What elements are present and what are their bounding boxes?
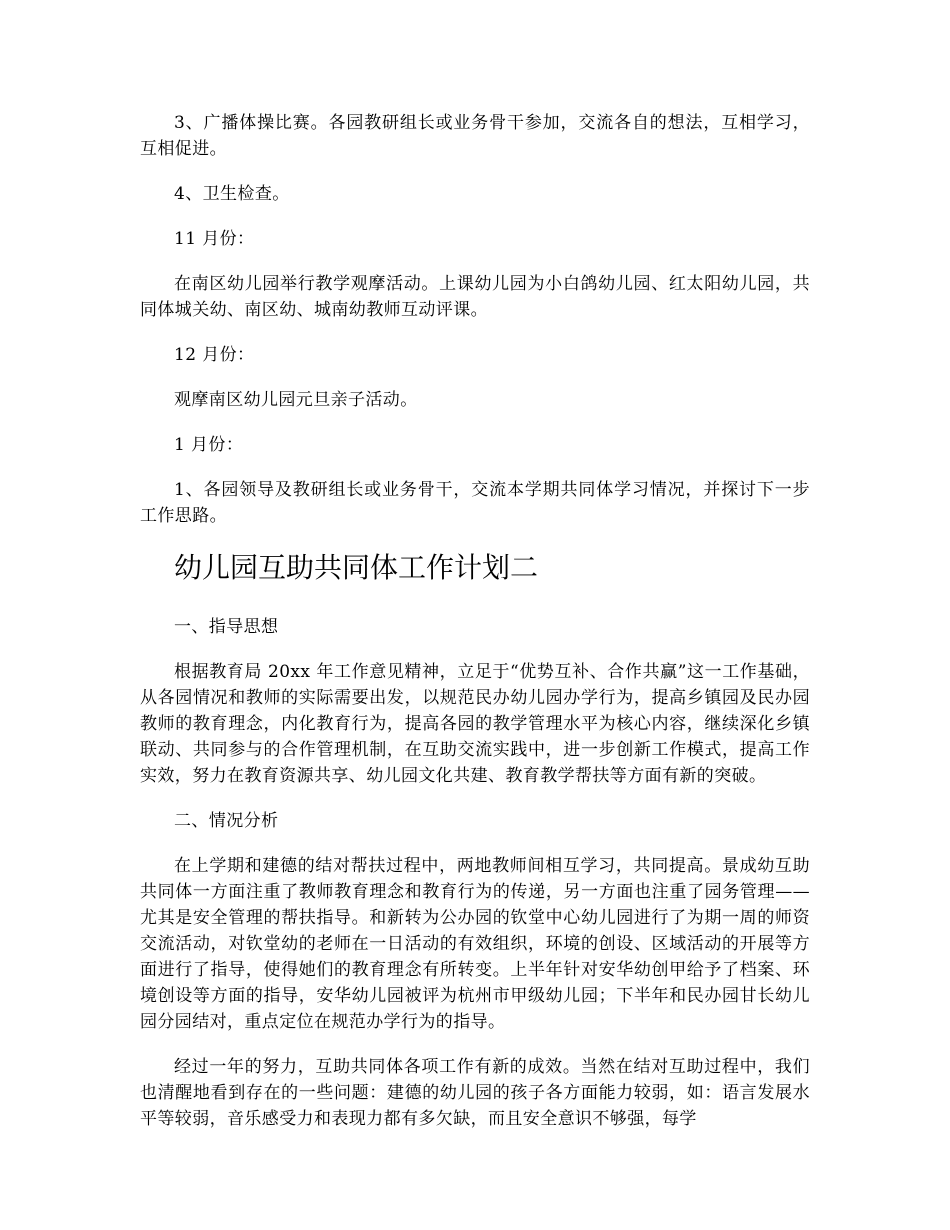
paragraph-guiding-ideology: 根据教育局 20xx 年工作意见精神，立足于“优势互补、合作共赢”这一工作基础，从各园情况和教师的实际需要出发，以规范民办幼儿园办学行为，提高乡镇园及民办园教师的教育理念，内化教育行为，提高各园的教学管理水平为核心内容，继续深化乡镇联动、共同参与的合作管理机制，在互助交流实践中，进一步创新工作模式，提高工作实效，努力在教育资源共享、幼儿园文化共建、教育教学帮扶等方面有新的突破。 (140, 662, 810, 786)
paragraph-hygiene-check: 4、卫生检查。 (174, 184, 290, 204)
paragraph-situation-analysis: 在上学期和建德的结对帮扶过程中，两地教师间相互学习，共同提高。景成幼互助共同体一方面注重了教师教育理念和教育行为的传递，另一方面也注重了园务管理——尤其是安全管理的帮扶指导。和新转为公办园的钦堂中心幼儿园进行了为期一周的师资交流活动，对钦堂幼的老师在一日活动的有效组织，环境的创设、区域活动的开展等方面进行了指导，使得她们的教育理念有所转变。上半年针对安华幼创甲给予了档案、环境创设等方面的指导，安华幼儿园被评为杭州市甲级幼儿园；下半年和民办园甘长幼儿园分园结对，重点定位在规范办学行为的指导。 (140, 856, 810, 1032)
paragraph-january-activity: 1、各园领导及教研组长或业务骨干，交流本学期共同体学习情况，并探讨下一步工作思路。 (140, 480, 810, 526)
month-label-january: 1 月份： (174, 435, 244, 455)
paragraph-year-results: 经过一年的努力，互助共同体各项工作有新的成效。当然在结对互助过程中，我们也清醒地看到存在的一些问题：建德的幼儿园的孩子各方面能力较弱，如：语言发展水平等较弱，音乐感受力和表现力都有多欠缺，而且安全意识不够强，每学 (140, 1057, 810, 1129)
paragraph-sports-contest: 3、广播体操比赛。各园教研组长或业务骨干参加，交流各自的想法，互相学习，互相促进。 (140, 113, 810, 159)
section-heading: 幼儿园互助共同体工作计划二 (174, 551, 539, 584)
document-page (140, 110, 810, 1151)
subheading-situation-analysis: 二、情况分析 (174, 811, 279, 831)
subheading-guiding-ideology: 一、指导思想 (174, 617, 279, 637)
paragraph-november-activity: 在南区幼儿园举行教学观摩活动。上课幼儿园为小白鸽幼儿园、红太阳幼儿园，共同体城关幼、南区幼、城南幼教师互动评课。 (140, 274, 810, 320)
month-label-december: 12 月份： (174, 345, 255, 365)
paragraph-december-activity: 观摩南区幼儿园元旦亲子活动。 (174, 390, 418, 410)
month-label-november: 11 月份： (174, 229, 255, 249)
